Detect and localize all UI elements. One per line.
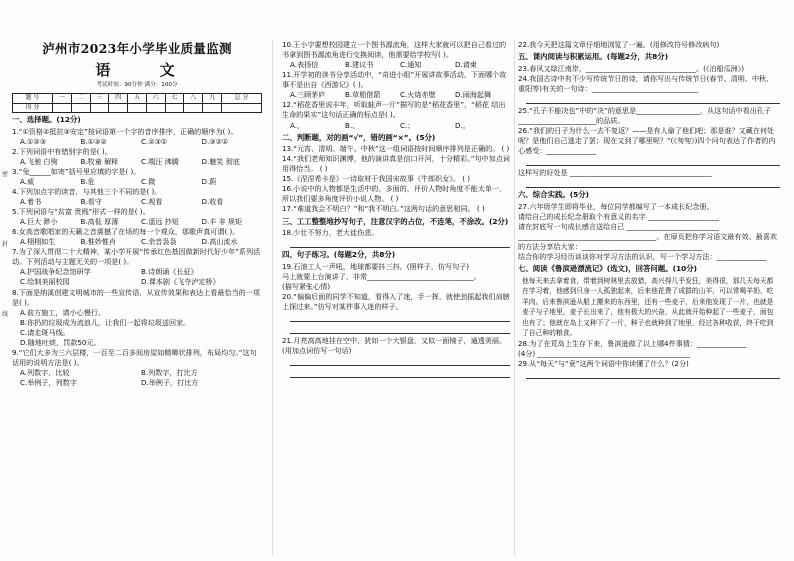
question-text: 27.六年级学生即将毕业，每位同学都编写了一本成长纪念册。	[518, 201, 714, 211]
binding-margin	[2, 170, 10, 320]
option-group	[12, 328, 262, 338]
choice-option: B.、	[345, 120, 360, 130]
question-text: 10.王小宇要想校园建立一个图书源流角，这样大家就可以把自己看过的书拿到图书源流角进行交换阅读，他需要给学校写( )。	[282, 40, 507, 60]
choice-option: D.高山流水	[201, 237, 238, 247]
section-heading: 一、选择题。(12分)	[12, 115, 81, 125]
choice-option: D.课本剧《飞夺泸定桥》	[141, 277, 220, 287]
answer-line[interactable]	[526, 94, 780, 104]
column-divider	[514, 40, 515, 555]
answer-line[interactable]	[526, 156, 780, 166]
answer-line[interactable]	[290, 324, 510, 334]
score-header-cell: 七	[165, 93, 184, 103]
binding-char: 密	[2, 171, 9, 178]
score-header-cell: 八	[184, 93, 203, 103]
question-text: 6.女高音歌唱家的天籁之音震撼了在场的每一个观众，那歌声真可谓( )。	[12, 227, 240, 237]
choice-option: D.。	[455, 120, 470, 130]
question-text: 4.下列加点字的读音，与其他三个不同的是( )。	[12, 186, 162, 196]
choice-option: B.危	[80, 176, 95, 186]
question-text: 14.“我们老师知识渊博，他的演讲真是信口开河，十分精彩。”句中加点词用得恰当。 ( )	[282, 154, 510, 174]
question-text: 2.下列词语中有错别字的是( )。	[12, 146, 112, 156]
choice-option: B.列数字，打比方	[141, 368, 198, 378]
option-group	[12, 318, 262, 328]
choice-option: D.闹海起舞	[455, 90, 492, 100]
question-text: 马上就要上台演讲了，非常______________________________。	[282, 271, 481, 281]
score-header-cell: 九	[203, 93, 222, 103]
choice-option: A.巨大 渺小	[20, 217, 58, 227]
choice-option: D.举例子，打比方	[141, 378, 199, 388]
option-group	[12, 277, 262, 287]
choice-option: B.惟妙惟肖	[80, 237, 116, 247]
choice-option: A.，	[290, 120, 305, 130]
section-heading: 七、阅读《鲁滨逊漂流记》(选文)，回答问题。(10分)	[518, 264, 698, 274]
answer-line[interactable]	[290, 312, 510, 322]
question-text: 7.为了深入贯彻二十大精神，某小学开展“传承红色基因做新时代好少年”系列活动。下列活动与主题无关的一项是( )。	[12, 247, 261, 267]
option-group	[12, 137, 262, 147]
choice-option: A.栩栩如生	[20, 237, 56, 247]
choice-option: C.余音袅袅	[141, 237, 177, 247]
score-cell	[184, 103, 203, 113]
choice-option: C.通知	[400, 60, 422, 70]
choice-option: B.诗朗诵《长征》	[141, 267, 198, 277]
question-text: 16.小说中的人物都是生活中的、多面的，评价人物时角度不能太单一，所以我们要多角度评价小说人物。 ( )	[282, 184, 507, 204]
score-cell	[52, 103, 71, 113]
score-table	[12, 93, 262, 113]
option-group	[12, 197, 262, 207]
answer-line[interactable]	[526, 178, 780, 188]
score-header-cell: 总 分	[221, 93, 261, 103]
score-header-cell: 三	[90, 93, 109, 103]
choice-option: A.威	[20, 176, 35, 186]
score-cell	[128, 103, 147, 113]
option-group	[12, 177, 262, 187]
choice-option: B.看守	[80, 196, 102, 206]
choice-option: A.三顾茅庐	[290, 90, 326, 100]
question-text: 25.“孔子不能决也”中的“决”的意思是__________________，从这句话中看出孔子______________________的品质。	[518, 105, 771, 125]
question-text: 请给自己的成长纪念册取个有意义的名字 ____________________	[518, 211, 719, 221]
choice-option: C.举例子，列数字	[20, 378, 77, 388]
option-group	[12, 308, 262, 318]
question-text: 23.春风又绿江南岸，_______________________________。(《泊船瓜洲》)	[518, 63, 745, 73]
question-text: 22.我今天把这篇文章仔细地浏览了一遍。(用修改符号修改病句)	[518, 40, 720, 49]
question-text: 28.为了在荒岛上生存下来，鲁滨逊做了以上哪4件事情：______________	[518, 338, 747, 348]
question-text: _______________________________________。在扉页把你学习语文最有效、最喜欢的方法分享给大家：__________________________________	[518, 231, 777, 251]
exam-header	[12, 40, 262, 113]
choice-option: A.着书	[20, 196, 42, 206]
option-group	[12, 378, 262, 388]
column-middle	[282, 40, 510, 555]
choice-option: A.护国战争纪念馆研学	[20, 267, 91, 277]
answer-line[interactable]	[290, 356, 510, 366]
question-text: 29.从“每天”与“竟”这两个词语中你读懂了什么？(2分)	[518, 358, 689, 368]
choice-option: C.微	[141, 176, 156, 186]
question-text: (4分) ___________________________________________	[518, 348, 690, 358]
question-text: 11.开学初的读书分享活动中，“奇进小组”开展讲故事活动，下面哪个故事不是出自《西游记》( )。	[282, 70, 507, 90]
answer-line[interactable]	[290, 368, 510, 378]
choice-option: C.②③①	[141, 136, 168, 146]
score-header-cell: 五	[128, 93, 147, 103]
choice-option: C.绘制美丽校园	[20, 277, 70, 287]
exam-subject: 语 文	[95, 60, 197, 79]
reading-passage: 他每天来去拿着食，带着到树林里去放猎，高兴得几乎发狂，美得很，那几天每天都在学习着，他感到只身一人孤独起来，后来他花费了成群的山羊，可以常喝羊奶、吃羊肉。后来鲁滨逊从船上搬来的东西里，还有一些麦子，后来他发现了一片，也就是麦子与子地里，麦子长出来了，他有极大的兴奋，从此就开始种起了一些麦子，面包也有了；他就在岛上又种下了一片，种子也就种到了地里，经过各种收获，终于吃到了自己种的粮食。	[522, 276, 774, 338]
question-text: 18.少壮不努力，老大徒伤悲。	[282, 228, 379, 238]
question-text: 26.“我们的日子为什么一去不复返？——是有人偷了他们吧；那是谁？又藏在何处呢？是他们自己逃走了罢；现在又到了哪里呢？”(《匆匆》)四个问句表达了作者的内心感受：______________	[518, 125, 776, 156]
question-text: 9.“它们大多为三六层楼，一百至二百多间房屋如精卿状排列，布局均匀。”这句话用的说明方法是( )。	[12, 347, 257, 367]
choice-option: A.前方施工，请小心慢行。	[20, 307, 106, 317]
section-heading: 六、综合实践。(5分)	[518, 190, 590, 200]
choice-option: A.表扬信	[290, 60, 319, 70]
option-group	[282, 90, 510, 100]
question-text: 3.“兔______如寄”括号里应填的字是( )。	[12, 166, 141, 176]
question-text: 19.石油工人一声吼，地球都要抖三抖。(照样子，仿写句子)	[282, 261, 470, 271]
score-cell	[165, 103, 184, 113]
choice-option: A.①②③	[20, 136, 47, 146]
choice-option: D.收看	[201, 196, 224, 206]
choice-option: C.喘汪 沸腾	[141, 156, 179, 166]
choice-option: A.列数字，比较	[20, 368, 70, 378]
choice-option: B.你扔的垃圾成为流浪儿，让我们一起将垃圾送回家。	[20, 317, 191, 327]
choice-option: B.草船借箭	[345, 90, 381, 100]
choice-option: B.高低 厚薄	[80, 217, 119, 227]
question-text: 20.“偏偏后面的同学不知道，看得入了迷，手一挥，就使劲摇起我们肩膀上探过来。”仿写对某件事入迷的样子。	[282, 291, 510, 311]
section-heading: 五、课内阅读与积累运用。(每题2分，共8分)	[518, 52, 669, 62]
question-text: 请在封底写一句成长感言送给自己 __________________________	[518, 221, 719, 231]
question-text: 21.月亮高高地挂在空中，犹如一个大银盘，又似一面镜子，通透美丽。(用加点词仿写一句话)	[282, 335, 507, 355]
binding-char: 封	[2, 241, 9, 248]
section-heading: 二、判断题，对的画“√”，错的画“×”。(5分)	[282, 132, 436, 142]
score-header-cell: 六	[146, 93, 165, 103]
section-heading: 四、句子练习。(每题2分，共8分)	[282, 250, 396, 260]
choice-option: B.建议书	[345, 60, 374, 70]
question-text: 15.《涅涅希卡是》一诗取材于我国宋故事《牛郎织女》。 ( )	[282, 174, 471, 184]
option-group	[12, 338, 262, 348]
option-group	[12, 237, 262, 247]
choice-option: C.；	[400, 120, 415, 130]
choice-option: A.飞驰 白驹	[20, 156, 58, 166]
question-text: 13.“元宵、清明、端午、中秋”这一组词语按时间顺序排列是正确的。 ( )	[282, 144, 510, 154]
answer-line[interactable]	[526, 369, 780, 379]
question-text: 结合你的学习经历谈谈你对学习方法的认识，写一个学习方法：______________	[518, 251, 767, 261]
option-group	[12, 157, 262, 167]
question-text: 24.我国古诗中有不少写传统节日的诗，请你写出与传统节日(春节、清明、中秋、重阳等)有关的一句诗：______________________________	[518, 73, 774, 93]
score-header-cell: 二	[71, 93, 90, 103]
score-cell	[221, 103, 261, 113]
score-header-cell: 题 号	[13, 93, 53, 103]
choice-option: C.遥远 抄短	[141, 217, 179, 227]
choice-option: D.③②①	[201, 136, 229, 146]
column-left	[12, 40, 262, 555]
question-text: 5.下列词语与“贫富 贵贱”形式一样的是( )。	[12, 207, 150, 217]
option-group	[282, 121, 510, 131]
choice-option: B.①③②	[80, 136, 107, 146]
column-divider	[272, 40, 273, 555]
choice-option: D.请柬	[455, 60, 477, 70]
choice-option: D.蔚	[201, 176, 217, 186]
score-cell	[90, 103, 109, 113]
question-text: 1.“①资格②抵抗③安定”按词语第一个字的音序排序，正确的顺序为( )。	[12, 126, 238, 136]
choice-option: C.请走斑马线。	[20, 327, 70, 337]
choice-option: C.火烧赤壁	[400, 90, 436, 100]
score-cell	[71, 103, 90, 113]
choice-option: D.魅笑 彻底	[201, 156, 240, 166]
score-row-label: 得 分	[13, 103, 53, 113]
exam-title: 泸州市2023年小学毕业质量监测	[42, 41, 232, 56]
question-text: 这样写的好处是 ________________________________________	[518, 168, 712, 178]
score-header-cell: 一	[52, 93, 71, 103]
score-cell	[109, 103, 128, 113]
option-group	[12, 267, 262, 277]
binding-char: 线	[2, 311, 9, 318]
option-group	[12, 217, 262, 227]
choice-option: D.丰 非 规矩	[201, 217, 243, 227]
score-cell	[203, 103, 222, 113]
column-right	[518, 40, 780, 555]
question-text: 8.下面是纳溪创建文明城市的一些宣传语，从宣传效果和表达上看最恰当的一项是( )。	[12, 287, 260, 307]
column-left-body	[12, 115, 262, 388]
answer-line[interactable]	[290, 238, 510, 248]
section-heading: 三、工工整整地抄写句子，注意汉字的占位，不连笔，不涂改。(2分)	[282, 216, 509, 226]
question-text: (描写紧张心情)	[282, 281, 331, 291]
score-cell	[146, 103, 165, 113]
choice-option: C.观看	[141, 196, 163, 206]
score-header-cell: 四	[109, 93, 128, 103]
choice-option: D.随地吐痰，罚款50元。	[20, 337, 101, 347]
exam-meta: 考试时间：90分钟 满分：100分	[96, 82, 178, 89]
option-group	[12, 368, 262, 378]
question-text: 12.“稻花香里说丰年，听取蛙声一片”描写的是“稻花香里”，“稻花 结出生命的果实”这句话正确的标点是( )。	[282, 100, 506, 120]
choice-option: B.牧童 解释	[80, 156, 119, 166]
option-group	[282, 60, 510, 70]
question-text: 17.“难道我会不明白？”和“我不明白。”这两句话的意思相同。 ( )	[282, 204, 485, 214]
